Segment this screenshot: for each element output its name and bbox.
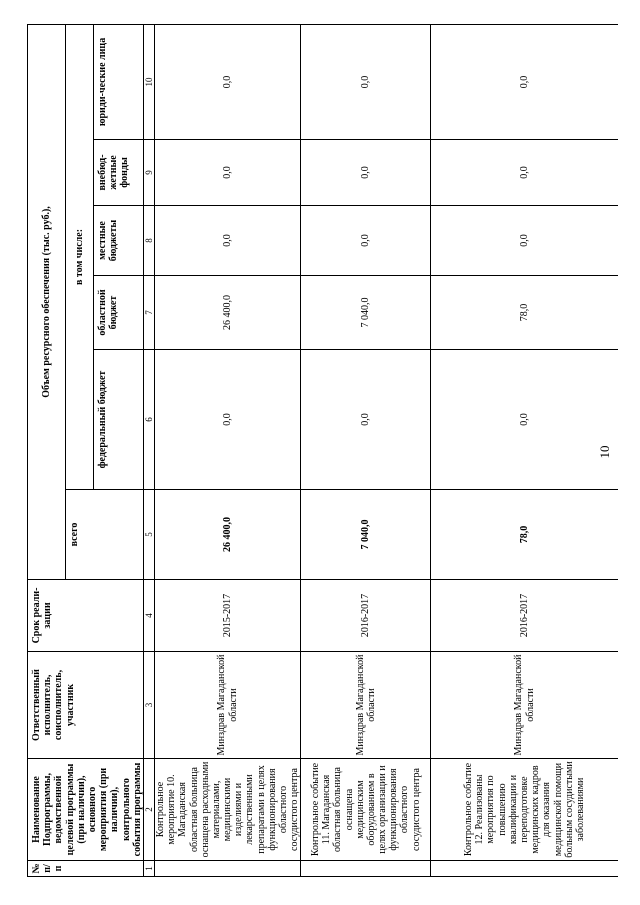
column-number: 1 [143,861,154,877]
row-period: 2015-2017 [154,580,300,652]
column-number: 9 [143,140,154,206]
row-total: 7 040,0 [301,490,431,580]
row-local: 0,0 [431,206,618,276]
header-including: в том числе: [66,24,94,489]
table-row [301,24,431,876]
header-total: всего [66,490,144,580]
row-period: 2016-2017 [431,580,618,652]
row-offbudget: 0,0 [431,140,618,206]
header-legal: юриди-ческие лица [93,24,143,139]
column-number: 6 [143,350,154,490]
header-col-executor: Ответственный исполнитель, соисполнитель, участник [28,652,144,759]
row-federal: 0,0 [301,350,431,490]
row-executor: Минздрав Магаданской области [301,652,431,759]
column-number: 5 [143,490,154,580]
resource-table [27,24,618,877]
row-regional: 78,0 [431,276,618,350]
row-total: 78,0 [431,490,618,580]
row-regional: 7 040,0 [301,276,431,350]
row-local: 0,0 [154,206,300,276]
header-local: местные бюджеты [93,206,143,276]
page-number: 10 [597,445,612,459]
header-col-name: Наименование Подпрограммы, ведомственной целевой программы (при наличии), основного мероприятия (при наличии), контрольного события программы [28,759,144,861]
row-legal: 0,0 [431,24,618,139]
table-row [431,24,618,876]
header-regional: областной бюджет [93,276,143,350]
header-col-number: № п/п [28,861,144,877]
row-period: 2016-2017 [301,580,431,652]
row-local: 0,0 [301,206,431,276]
column-number: 2 [143,759,154,861]
column-number: 8 [143,206,154,276]
column-number: 3 [143,652,154,759]
row-name: Контрольное мероприятие 10. Магаданская областная больница оснащена расходными материалами, медицинскими изделиями и лекарственными препаратами в целях функционирования областного сосудистого центра [154,759,300,861]
row-total: 26 400,0 [154,490,300,580]
column-number: 10 [143,24,154,139]
row-federal: 0,0 [431,350,618,490]
column-number: 4 [143,580,154,652]
header-offbudget: внебюд-жетные фонды [93,140,143,206]
row-number-cell [431,861,618,877]
row-name: Контрольное событие 12. Реализованы мероприятия по повышению квалификации и переподготовке медицинских кадров для оказания медицинской помощи больным сосудистыми заболеваниями [431,759,618,861]
row-offbudget: 0,0 [154,140,300,206]
row-offbudget: 0,0 [301,140,431,206]
row-legal: 0,0 [154,24,300,139]
row-executor: Минздрав Магаданской области [154,652,300,759]
table-row [154,24,300,876]
header-federal: федеральный бюджет [93,350,143,490]
column-numbers-row [143,24,154,876]
row-executor: Минздрав Магаданской области [431,652,618,759]
row-number-cell [301,861,431,877]
header-volume: Объем ресурсного обеспечения (тыс. руб.), [28,24,66,579]
row-legal: 0,0 [301,24,431,139]
row-name: Контрольное событие 11. Магаданская областная больница оснащена медицинским оборудованием в целях организации и функционирования областного сосудистого центра [301,759,431,861]
header-col-period: Срок реали-зации [28,580,144,652]
row-number-cell [154,861,300,877]
row-federal: 0,0 [154,350,300,490]
column-number: 7 [143,276,154,350]
header-row-1 [28,24,66,876]
row-regional: 26 400,0 [154,276,300,350]
